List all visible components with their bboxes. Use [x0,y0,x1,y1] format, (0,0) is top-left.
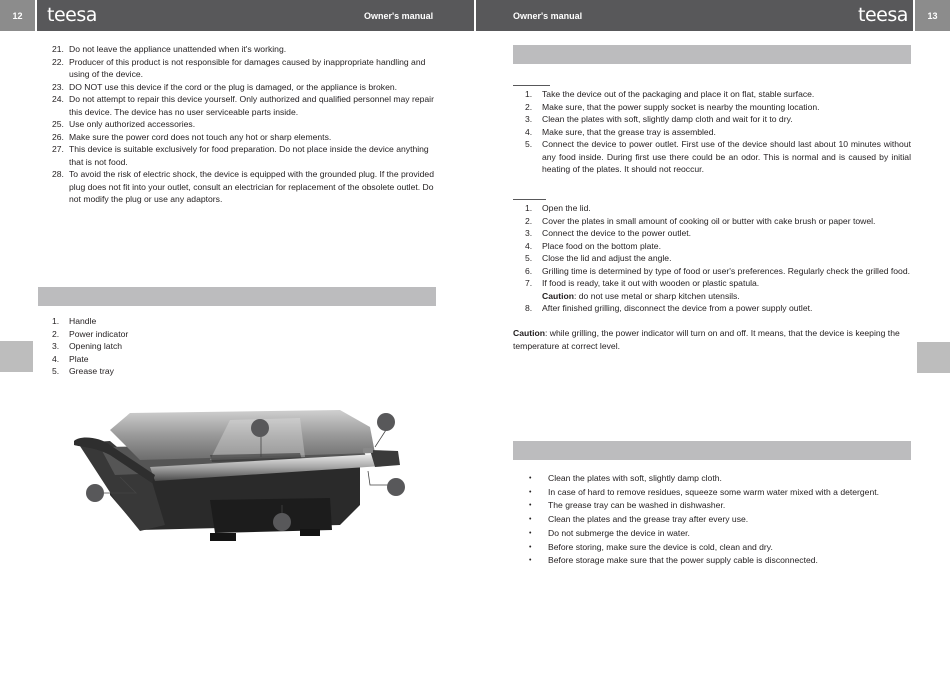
caution-label: Caution [542,290,574,301]
list-item: • The grease tray can be washed in dishwasher. [513,499,911,513]
callout-marker [86,484,104,502]
list-item: 2. Make sure, that the power supply socket is nearby the mounting location. [525,101,820,112]
cleaning-list [513,472,911,568]
list-item: • Clean the plates with soft, slightly damp cloth. [513,472,911,486]
list-item: 8. After finished grilling, disconnect the device from a power supply outlet. [525,303,813,313]
list-item: 24. Do not attempt to repair this device yourself. Only authorized and qualified personnel may repair this device. The device has no user serviceable parts inside. [52,94,434,117]
list-item: 26. Make sure the power cord does not touch any hot or sharp elements. [52,131,332,142]
list-item: 1. Open the lid. [525,203,591,213]
first-use-list [513,88,911,176]
list-item: 4. Plate [52,353,89,364]
parts-list [40,315,340,378]
list-item: 7. If food is ready, take it out with wooden or plastic spatula. Caution: do not use metal or sharp kitchen utensils. [525,278,760,301]
safety-instructions-list [40,43,437,206]
caution-label: Caution [513,328,545,338]
list-item: • Before storage make sure that the power supply cable is disconnected. [513,554,911,568]
list-item: 5. Grease tray [52,366,114,376]
subheading-underline [513,199,546,200]
list-item: 2. Power indicator [52,328,129,339]
list-item: • Clean the plates and the grease tray after every use. [513,513,911,527]
list-item: • Do not submerge the device in water. [513,527,911,541]
list-item: 23. DO NOT use this device if the cord or the plug is damaged, or the appliance is broken. [52,81,398,92]
cleaning-section-bar [513,441,911,460]
right-header-title: Owner's manual [513,11,583,21]
list-item: 22. Producer of this product is not responsible for damages caused by inappropriate handling and using of the device. [52,56,426,79]
list-item: • In case of hard to remove residues, squeeze some warm water mixed with a detergent. [513,486,911,500]
contact-grill-illustration [70,405,415,550]
list-item: • Before storing, make sure the device is cold, clean and dry. [513,541,911,555]
left-page-number: 12 [0,0,35,31]
list-item: 1. Handle [52,316,97,326]
callout-marker [273,513,291,531]
list-item: 4. Place food on the bottom plate. [525,240,661,251]
list-item: 3. Clean the plates with soft, slightly damp cloth and wait for it to dry. [525,114,793,124]
right-side-tab [917,342,950,373]
callout-marker [387,478,405,496]
list-item: 3. Opening latch [52,341,123,351]
left-side-tab [0,341,33,372]
list-item: 6. Grilling time is determined by type of food or user's preferences. Regularly check the grilled food. [525,265,911,276]
first-use-section-bar [513,45,911,64]
list-item: 4. Make sure, that the grease tray is assembled. [525,126,716,137]
brand-logo-left: teesa [47,4,97,26]
right-page-number: 13 [915,0,950,31]
list-item: 3. Connect the device to the power outlet. [525,228,692,238]
callout-marker [377,413,395,431]
callout-marker [251,419,269,437]
left-header [37,0,474,31]
brand-logo-right: teesa [858,4,908,26]
usage-list [513,202,911,315]
left-header-title: Owner's manual [364,11,434,21]
caution-paragraph: Caution: while grilling, the power indicator will turn on and off. It means, that the device is keeping the temperature at correct level. [513,328,900,351]
subheading-underline [513,85,550,86]
list-item: 28. To avoid the risk of electric shock, the device is equipped with the grounded plug. If the provided plug does not fit into your outlet, consult an electrician for replacement of the obsolete outlet. Do not modify the plug or use any adaptors. [52,169,434,204]
list-item: 5. Connect the device to power outlet. First use of the device should last about 10 minutes without any food inside. During first use there could be an odor. This is normal and is caused by initial heating of the plates. It should not reoccur. [525,139,911,174]
list-item: 25. Use only authorized accessories. [52,119,196,129]
header-bar [0,0,950,31]
list-item: 5. Close the lid and adjust the angle. [525,253,672,263]
right-header [476,0,913,31]
list-item: 2. Cover the plates in small amount of cooking oil or butter with cake brush or paper towel. [525,215,876,226]
list-item: 21. Do not leave the appliance unattended when it's working. [52,44,287,54]
list-item: 27. This device is suitable exclusively for food preparation. Do not place inside the device anything that is not food. [52,144,429,167]
list-item: 1. Take the device out of the packaging and place it on flat, stable surface. [525,89,815,99]
parts-section-bar [38,287,436,306]
